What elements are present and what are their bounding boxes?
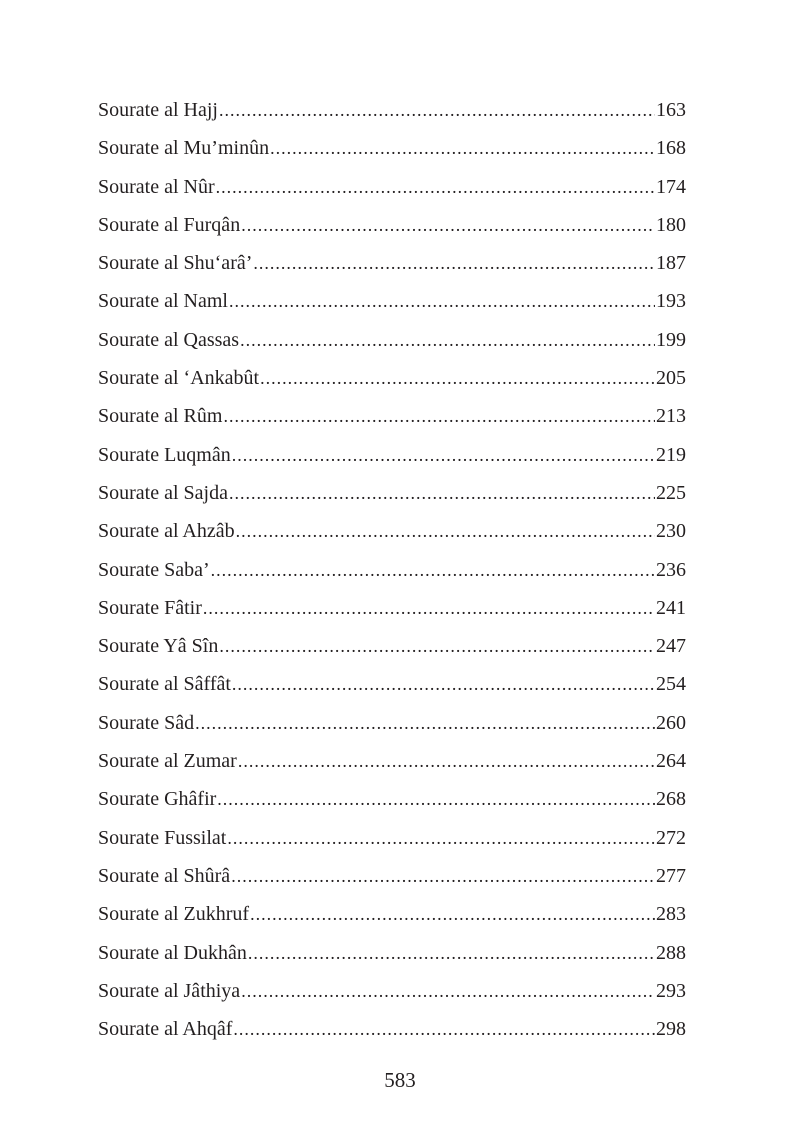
dot-leader — [219, 98, 655, 122]
dot-leader — [253, 251, 655, 275]
toc-entry-title: Sourate Sâd — [98, 711, 195, 734]
toc-entry-title: Sourate Fussilat — [98, 826, 227, 849]
toc-entry — [98, 481, 686, 519]
dot-leader — [240, 328, 655, 352]
toc-entry-title: Sourate al Rûm — [98, 405, 223, 428]
toc-entry — [98, 902, 686, 940]
toc-entry-title: Sourate al ‘Ankabût — [98, 367, 260, 390]
toc-entry-title: Sourate Ghâfir — [98, 788, 217, 811]
toc-entry-title: Sourate al Qassas — [98, 328, 240, 351]
toc-entry-page: 205 — [656, 367, 686, 390]
toc-entry-title: Sourate al Nûr — [98, 175, 215, 198]
toc-entry-page: 241 — [656, 596, 686, 619]
toc-entry-title: Sourate al Zumar — [98, 750, 237, 773]
toc-entry — [98, 596, 686, 634]
toc-entry-page: 180 — [656, 213, 686, 236]
toc-entry-page: 272 — [656, 826, 686, 849]
dot-leader — [195, 711, 655, 735]
dot-leader — [241, 979, 655, 1003]
toc-entry — [98, 98, 686, 136]
toc-entry-title: Sourate al Mu’minûn — [98, 137, 270, 160]
toc-entry — [98, 864, 686, 902]
toc-entry-title: Sourate al Jâthiya — [98, 979, 241, 1002]
toc-entry-page: 225 — [656, 481, 686, 504]
toc-entry-title: Sourate Fâtir — [98, 596, 202, 619]
toc-entry-title: Sourate al Hajj — [98, 99, 218, 121]
toc-entry — [98, 672, 686, 710]
toc-entry-title: Sourate al Ahzâb — [98, 520, 235, 543]
dot-leader — [232, 672, 655, 696]
page-number: 583 — [384, 1068, 416, 1092]
toc-entry — [98, 404, 686, 442]
toc-entry-title: Sourate al Sajda — [98, 481, 228, 504]
dot-leader — [227, 826, 655, 850]
toc-entry-title: Sourate al Naml — [98, 290, 228, 313]
toc-entry-title: Sourate Saba’ — [98, 558, 210, 581]
toc-entry — [98, 289, 686, 327]
dot-leader — [217, 787, 655, 811]
toc-entry-page: 236 — [656, 558, 686, 581]
dot-leader — [203, 596, 655, 620]
dot-leader — [238, 749, 655, 773]
toc-entry-page: 298 — [656, 1018, 686, 1041]
dot-leader — [250, 902, 655, 926]
toc-entry — [98, 175, 686, 213]
dot-leader — [229, 289, 655, 313]
toc-entry — [98, 213, 686, 251]
toc-entry-page: 163 — [656, 99, 686, 121]
dot-leader — [219, 634, 655, 658]
toc-entry-title: Sourate al Furqân — [98, 213, 241, 236]
toc-entry-page: 254 — [656, 673, 686, 696]
toc-entry-title: Sourate al Shûrâ — [98, 864, 231, 887]
dot-leader — [229, 481, 655, 505]
toc-entry-page: 277 — [656, 864, 686, 887]
toc-entry — [98, 787, 686, 825]
toc-entry — [98, 443, 686, 481]
table-of-contents — [98, 98, 686, 1055]
toc-entry-page: 288 — [656, 941, 686, 964]
dot-leader — [260, 366, 655, 390]
dot-leader — [241, 213, 655, 237]
toc-entry — [98, 979, 686, 1017]
toc-entry — [98, 251, 686, 289]
toc-entry — [98, 519, 686, 557]
toc-entry-page: 283 — [656, 903, 686, 926]
toc-entry — [98, 366, 686, 404]
toc-entry-page: 168 — [656, 137, 686, 160]
toc-entry-title: Sourate Luqmân — [98, 443, 231, 466]
toc-entry-page: 187 — [656, 252, 686, 275]
toc-entry-page: 193 — [656, 290, 686, 313]
dot-leader — [233, 1017, 655, 1041]
dot-leader — [231, 864, 655, 888]
toc-entry-page: 213 — [656, 405, 686, 428]
dot-leader — [211, 558, 655, 582]
toc-entry-title: Sourate al Dukhân — [98, 941, 247, 964]
toc-entry-page: 293 — [656, 979, 686, 1002]
toc-entry — [98, 558, 686, 596]
toc-entry — [98, 826, 686, 864]
toc-entry-title: Sourate Yâ Sîn — [98, 635, 219, 658]
dot-leader — [216, 175, 655, 199]
dot-leader — [248, 941, 655, 965]
toc-entry — [98, 634, 686, 672]
dot-leader — [232, 443, 655, 467]
dot-leader — [270, 136, 655, 160]
toc-entry-page: 247 — [656, 635, 686, 658]
dot-leader — [223, 404, 655, 428]
toc-entry — [98, 328, 686, 366]
toc-entry-page: 268 — [656, 788, 686, 811]
toc-entry-page: 260 — [656, 711, 686, 734]
toc-entry — [98, 136, 686, 174]
toc-entry-title: Sourate al Zukhruf — [98, 903, 250, 926]
toc-entry — [98, 1017, 686, 1055]
toc-entry-title: Sourate al Ahqâf — [98, 1018, 233, 1041]
toc-entry — [98, 941, 686, 979]
toc-entry — [98, 711, 686, 749]
toc-entry-page: 219 — [656, 443, 686, 466]
toc-entry-page: 264 — [656, 750, 686, 773]
toc-entry-page: 199 — [656, 328, 686, 351]
dot-leader — [236, 519, 655, 543]
toc-entry-title: Sourate al Sâffât — [98, 673, 231, 696]
toc-entry — [98, 749, 686, 787]
toc-entry-title: Sourate al Shu‘arâ’ — [98, 252, 253, 275]
toc-entry-page: 230 — [656, 520, 686, 543]
toc-entry-page: 174 — [656, 175, 686, 198]
